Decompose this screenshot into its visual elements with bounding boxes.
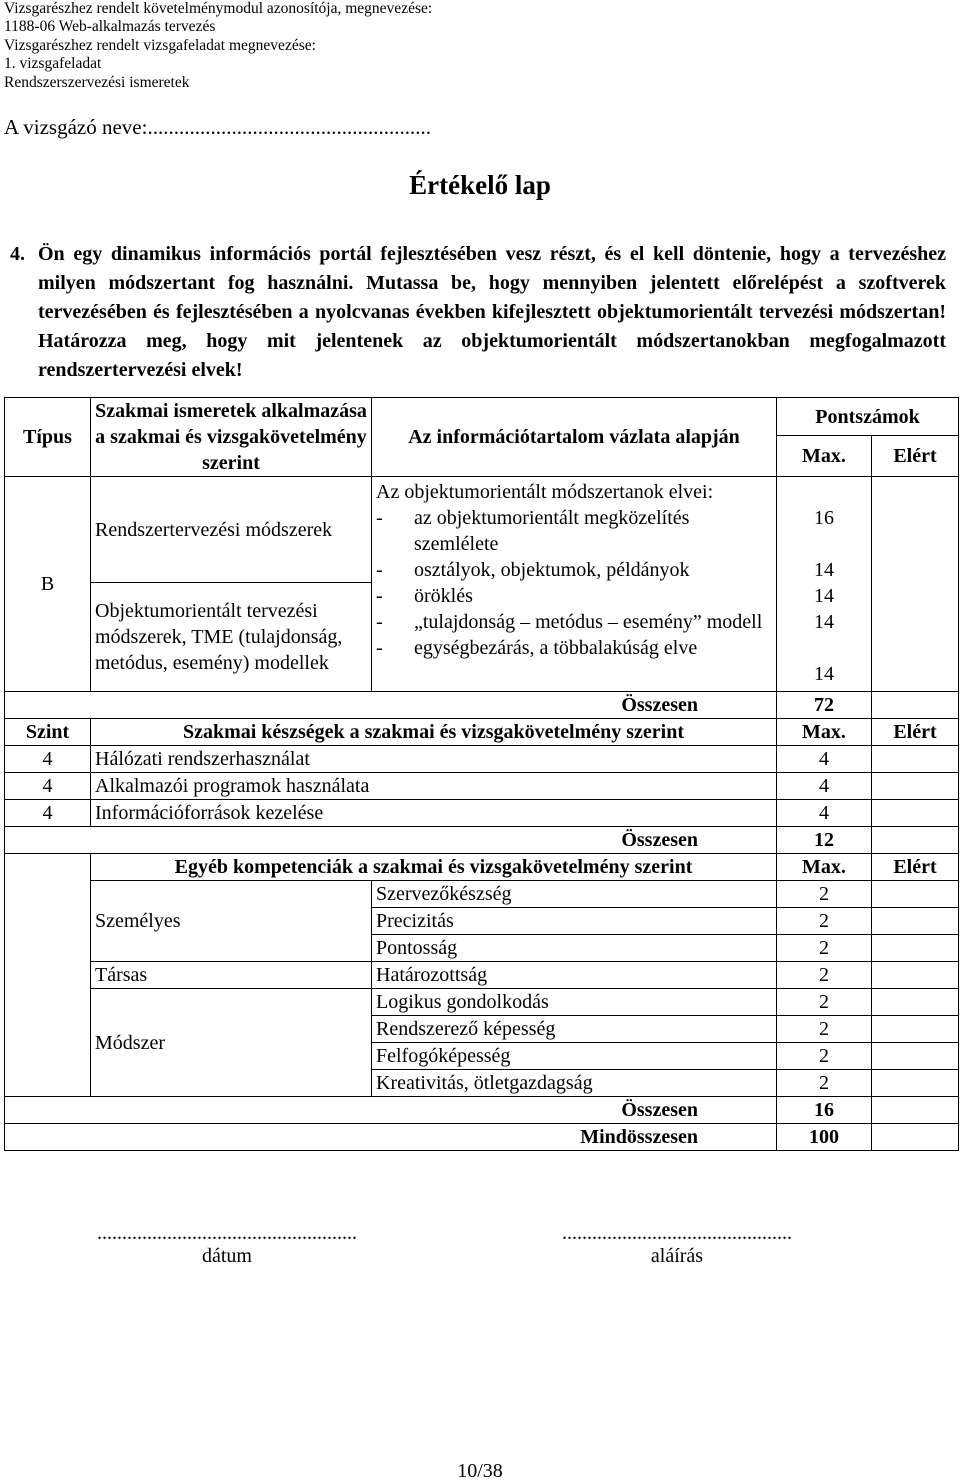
date-label: dátum bbox=[202, 1245, 252, 1267]
grand-total-value: 100 bbox=[777, 1124, 872, 1151]
max-points: 14 bbox=[814, 663, 834, 685]
outline-item: - öröklés bbox=[376, 585, 473, 607]
document-header bbox=[4, 0, 432, 92]
level-cell: 4 bbox=[5, 800, 91, 827]
competency-name: Kreativitás, ötletgazdagság bbox=[372, 1070, 777, 1097]
competencies-header: Egyéb kompetenciák a szakmai és vizsgakövetelmény szerint bbox=[91, 854, 777, 881]
max-points: 4 bbox=[777, 773, 872, 800]
date-signature-block bbox=[92, 1222, 362, 1268]
outline-item: - az objektumorientált megközelítés szemlélete bbox=[376, 507, 690, 555]
total-row bbox=[5, 692, 959, 719]
sign-dots: .............................................. bbox=[562, 1222, 792, 1244]
achieved-points-cell[interactable] bbox=[872, 908, 959, 935]
total-achieved-cell[interactable] bbox=[872, 1097, 959, 1124]
total-value: 12 bbox=[777, 827, 872, 854]
evaluation-table bbox=[4, 397, 959, 1151]
level-header: Szint bbox=[5, 719, 91, 746]
grand-total-label: Mindösszesen bbox=[5, 1124, 777, 1151]
competency-name: Felfogóképesség bbox=[372, 1043, 777, 1070]
total-label: Összesen bbox=[5, 1097, 777, 1124]
group-name: Módszer bbox=[91, 989, 372, 1097]
total-label: Összesen bbox=[5, 827, 777, 854]
max-points: 14 bbox=[814, 585, 834, 607]
total-row bbox=[5, 1097, 959, 1124]
table-row bbox=[5, 989, 959, 1016]
max-points: 2 bbox=[777, 1070, 872, 1097]
max-points: 2 bbox=[777, 1043, 872, 1070]
max-points: 2 bbox=[777, 989, 872, 1016]
table-row bbox=[5, 773, 959, 800]
max-header: Max. bbox=[777, 854, 872, 881]
table-header-row bbox=[5, 398, 959, 436]
competency-name: Rendszerező képesség bbox=[372, 1016, 777, 1043]
header-line: 1. vizsgafeladat bbox=[4, 55, 102, 73]
outline-header: Az információtartalom vázlata alapján bbox=[372, 398, 777, 477]
skill-name: Alkalmazói programok használata bbox=[91, 773, 777, 800]
max-points: 16 bbox=[814, 507, 834, 529]
max-header: Max. bbox=[777, 719, 872, 746]
outline-item: - egységbezárás, a többalakúság elve bbox=[376, 637, 698, 659]
competency-name: Precizitás bbox=[372, 908, 777, 935]
question-text: Ön egy dinamikus információs portál fejlesztésében vesz részt, és el kell döntenie, hogy a tervezéshez milyen módszertant fog használni. Mutassa be, hogy mennyiben jelentett előrelépést a szoftverek tervezésében és fejlesztésében a nyolcvanas években kifejlesztett objektumorientált tervezési módszertan! Határozza meg, hogy mit jelentenek az objektumorientált módszertanokban megfogalmazott rendszertervezési elvek! bbox=[38, 243, 946, 381]
candidate-name-line: A vizsgázó neve:...................................................... bbox=[4, 115, 431, 139]
header-line: 1188-06 Web-alkalmazás tervezés bbox=[4, 18, 216, 36]
total-value: 16 bbox=[777, 1097, 872, 1124]
group-name: Személyes bbox=[91, 881, 372, 962]
achieved-points-cell[interactable] bbox=[872, 1070, 959, 1097]
achieved-points-cell[interactable] bbox=[872, 881, 959, 908]
outline-item: - osztályok, objektumok, példányok bbox=[376, 559, 690, 581]
max-points: 4 bbox=[777, 800, 872, 827]
max-points-cell bbox=[777, 477, 872, 692]
skill-name: Információforrások kezelése bbox=[91, 800, 777, 827]
grand-total-row bbox=[5, 1124, 959, 1151]
header-line: Vizsgarészhez rendelt vizsgafeladat megnevezése: bbox=[4, 36, 316, 54]
outline-cell bbox=[372, 477, 777, 692]
achieved-points-cell[interactable] bbox=[872, 1043, 959, 1070]
header-line: Rendszerszervezési ismeretek bbox=[4, 73, 190, 91]
total-achieved-cell[interactable] bbox=[872, 692, 959, 719]
total-row bbox=[5, 827, 959, 854]
competency-name: Logikus gondolkodás bbox=[372, 989, 777, 1016]
achieved-points-cell[interactable] bbox=[872, 1016, 959, 1043]
header-line: Vizsgarészhez rendelt követelménymodul azonosítója, megnevezése: bbox=[4, 0, 433, 17]
max-points: 2 bbox=[777, 1016, 872, 1043]
topic-cell: Objektumorientált tervezési módszerek, TME (tulajdonság, metódus, esemény) modellek bbox=[91, 583, 372, 692]
table-row bbox=[5, 962, 959, 989]
sign-label: aláírás bbox=[650, 1245, 704, 1267]
achieved-header: Elért bbox=[872, 854, 959, 881]
page-title: Értékelő lap bbox=[409, 170, 551, 200]
max-points: 2 bbox=[777, 881, 872, 908]
table-row bbox=[5, 800, 959, 827]
achieved-points-cell[interactable] bbox=[872, 962, 959, 989]
max-points: 2 bbox=[777, 962, 872, 989]
achieved-points-cell[interactable] bbox=[872, 989, 959, 1016]
page-number: 10/38 bbox=[457, 1460, 503, 1482]
total-value: 72 bbox=[777, 692, 872, 719]
achieved-points-cell[interactable] bbox=[872, 800, 959, 827]
grand-total-achieved-cell[interactable] bbox=[872, 1124, 959, 1151]
total-achieved-cell[interactable] bbox=[872, 827, 959, 854]
table-row bbox=[5, 881, 959, 908]
achieved-points-cell[interactable] bbox=[872, 746, 959, 773]
competency-name: Szervezőkészség bbox=[372, 881, 777, 908]
level-cell: 4 bbox=[5, 746, 91, 773]
achieved-points-cell[interactable] bbox=[872, 773, 959, 800]
total-label: Összesen bbox=[5, 692, 777, 719]
level-cell: 4 bbox=[5, 773, 91, 800]
competency-name: Határozottság bbox=[372, 962, 777, 989]
achieved-points-cell[interactable] bbox=[872, 477, 959, 692]
type-header: Típus bbox=[5, 398, 91, 477]
sign-signature-block bbox=[541, 1222, 813, 1268]
skill-name: Hálózati rendszerhasználat bbox=[91, 746, 777, 773]
max-points: 2 bbox=[777, 935, 872, 962]
section-header-row bbox=[5, 719, 959, 746]
question-number: 4. bbox=[10, 243, 25, 265]
max-points: 14 bbox=[814, 559, 834, 581]
date-dots: .................................................... bbox=[97, 1222, 357, 1244]
group-name: Társas bbox=[91, 962, 372, 989]
max-points: 4 bbox=[777, 746, 872, 773]
outline-item: - „tulajdonság – metódus – esemény” modell bbox=[376, 611, 763, 633]
topic-cell: Rendszertervezési módszerek bbox=[91, 477, 372, 583]
section-header-row bbox=[5, 854, 959, 881]
competency-name: Pontosság bbox=[372, 935, 777, 962]
knowledge-header: Szakmai ismeretek alkalmazása a szakmai és vizsgakövetelmény szerint bbox=[91, 398, 372, 477]
outline-intro: Az objektumorientált módszertanok elvei: bbox=[376, 481, 714, 503]
max-points: 2 bbox=[777, 908, 872, 935]
table-row bbox=[5, 477, 959, 583]
type-cell: B bbox=[5, 477, 91, 692]
skills-header: Szakmai készségek a szakmai és vizsgakövetelmény szerint bbox=[91, 719, 777, 746]
max-points: 14 bbox=[814, 611, 834, 633]
max-header: Max. bbox=[777, 436, 872, 477]
achieved-points-cell[interactable] bbox=[872, 935, 959, 962]
points-header: Pontszámok bbox=[777, 398, 959, 436]
achieved-header: Elért bbox=[872, 436, 959, 477]
table-row bbox=[5, 746, 959, 773]
question-block bbox=[10, 240, 946, 385]
achieved-header: Elért bbox=[872, 719, 959, 746]
